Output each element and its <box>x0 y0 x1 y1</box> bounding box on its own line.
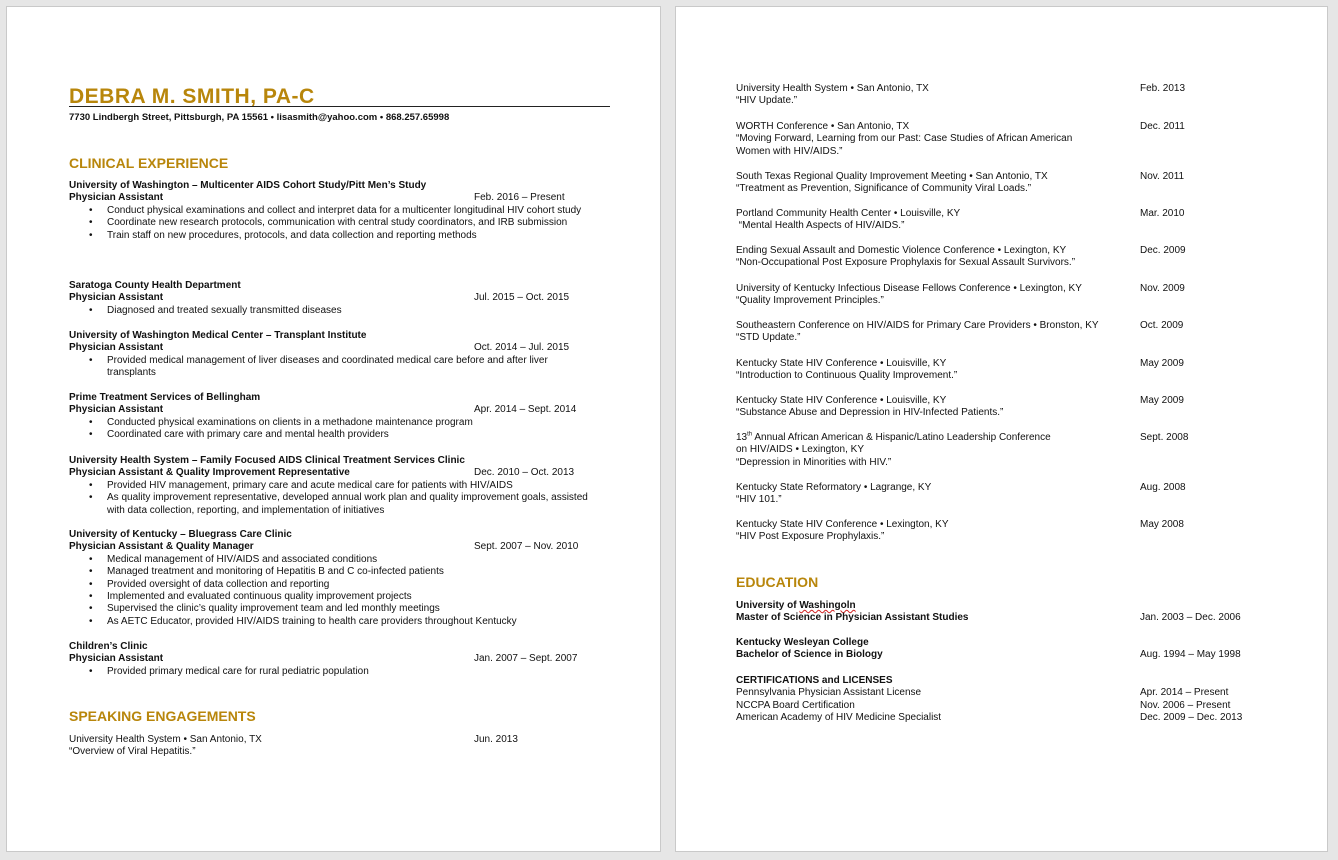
speaking-engagements-heading: SPEAKING ENGAGEMENTS <box>69 708 256 724</box>
speaking-entry <box>736 320 1276 345</box>
cert-date: Apr. 2014 – Present <box>1140 687 1229 699</box>
job-title: Physician Assistant <box>69 342 164 354</box>
speaking-venue: Kentucky State HIV Conference • Louisville, KY <box>736 358 947 369</box>
cert-name: Pennsylvania Physician Assistant License <box>736 687 922 699</box>
job-title: Physician Assistant <box>69 292 164 304</box>
speaking-date: May 2008 <box>1140 519 1184 530</box>
speaking-entry <box>69 734 599 759</box>
speaking-topic: “HIV Post Exposure Prophylaxis.” <box>736 531 885 543</box>
speaking-venue: 13th Annual African American & Hispanic/Latino Leadership Conference <box>736 431 1051 443</box>
speaking-topic: “HIV 101.” <box>736 494 782 506</box>
resume-page-2 <box>675 6 1328 852</box>
job-bullets <box>69 554 599 628</box>
job-entry <box>69 180 599 242</box>
job-org: University of Washington – Multicenter AIDS Cohort Study/Pitt Men’s Study <box>69 180 427 191</box>
job-bullet: • Coordinated care with primary care and mental health providers <box>69 429 599 441</box>
job-bullet: • Provided medical management of liver diseases and coordinated medical care before and after liver transplants <box>69 355 599 380</box>
speaking-date: Sept. 2008 <box>1140 432 1189 443</box>
cert-date: Dec. 2009 – Dec. 2013 <box>1140 712 1243 724</box>
speaking-entry <box>736 171 1276 196</box>
speaking-topic: “Introduction to Continuous Quality Improvement.” <box>736 370 958 382</box>
job-date: Apr. 2014 – Sept. 2014 <box>474 404 577 416</box>
speaking-date: Nov. 2009 <box>1140 283 1185 294</box>
cert-name: NCCPA Board Certification <box>736 699 855 711</box>
job-bullet: • Managed treatment and monitoring of Hepatitis B and C co-infected patients <box>69 566 599 578</box>
job-bullets <box>69 205 599 242</box>
job-title: Physician Assistant <box>69 192 164 204</box>
job-bullets <box>69 305 599 317</box>
cert-date: Nov. 2006 – Present <box>1140 699 1231 711</box>
contact-line: 7730 Lindbergh Street, Pittsburgh, PA 15561 • lisasmith@yahoo.com • 868.257.65998 <box>69 112 450 123</box>
candidate-name: DEBRA M. SMITH, PA-C <box>69 85 315 108</box>
job-date: Jul. 2015 – Oct. 2015 <box>474 292 570 304</box>
education-date: Jan. 2003 – Dec. 2006 <box>1140 612 1241 624</box>
job-entry <box>69 455 599 517</box>
job-bullet: • Provided HIV management, primary care and acute medical care for patients with HIV/AIDS <box>69 480 599 492</box>
speaking-date: Jun. 2013 <box>474 734 518 745</box>
job-entry <box>69 280 599 317</box>
speaking-date: Dec. 2011 <box>1140 121 1185 132</box>
speaking-entry <box>736 208 1276 233</box>
job-bullet: • Train staff on new procedures, protocols, and data collection and reporting methods <box>69 230 599 242</box>
speaking-entry <box>736 519 1276 544</box>
degree: Master of Science in Physician Assistant Studies <box>736 612 969 624</box>
speaking-topic: “Non-Occupational Post Exposure Prophylaxis for Sexual Assault Survivors.” <box>736 257 1076 269</box>
job-bullet: • Diagnosed and treated sexually transmitted diseases <box>69 305 599 317</box>
job-bullet: • Provided primary medical care for rural pediatric population <box>69 666 599 678</box>
name-underline <box>69 106 610 107</box>
job-bullet: • Provided oversight of data collection and reporting <box>69 579 599 591</box>
resume-page-1 <box>6 6 661 852</box>
job-org: University of Kentucky – Bluegrass Care Clinic <box>69 529 292 540</box>
speaking-topic: “Mental Health Aspects of HIV/AIDS.” <box>736 220 905 232</box>
speaking-date: May 2009 <box>1140 395 1184 406</box>
job-date: Oct. 2014 – Jul. 2015 <box>474 342 570 354</box>
speaking-date: Mar. 2010 <box>1140 208 1185 219</box>
job-date: Dec. 2010 – Oct. 2013 <box>474 467 575 479</box>
job-bullet: • Conduct physical examinations and collect and interpret data for a multicenter longitudinal HIV cohort study <box>69 205 599 217</box>
school-name: Kentucky Wesleyan College <box>736 637 869 648</box>
education-entry <box>736 637 1296 662</box>
speaking-topic: “Overview of Viral Hepatitis.” <box>69 746 196 758</box>
job-entry <box>69 330 599 380</box>
job-title: Physician Assistant & Quality Manager <box>69 541 254 553</box>
job-bullets <box>69 417 599 442</box>
degree: Bachelor of Science in Biology <box>736 649 883 661</box>
clinical-experience-heading: CLINICAL EXPERIENCE <box>69 155 229 171</box>
job-entry <box>69 641 599 678</box>
job-bullet: • Supervised the clinic’s quality improvement team and led monthly meetings <box>69 603 599 615</box>
speaking-venue: Southeastern Conference on HIV/AIDS for Primary Care Providers • Bronston, KY <box>736 320 1099 331</box>
job-org: Prime Treatment Services of Bellingham <box>69 392 261 403</box>
job-bullets <box>69 480 599 517</box>
job-date: Feb. 2016 – Present <box>474 192 565 204</box>
speaking-date: Dec. 2009 <box>1140 245 1186 256</box>
speaking-venue-line2: on HIV/AIDS • Lexington, KY <box>736 444 865 456</box>
speaking-entry <box>736 432 1276 469</box>
speaking-topic: “Depression in Minorities with HIV.” <box>736 456 892 468</box>
job-org: University Health System – Family Focused AIDS Clinical Treatment Services Clinic <box>69 455 465 466</box>
speaking-entry <box>736 83 1276 108</box>
speaking-topic: “Substance Abuse and Depression in HIV-Infected Patients.” <box>736 407 1004 419</box>
speaking-topic: “HIV Update.” <box>736 95 798 107</box>
job-bullet: • Coordinate new research protocols, communication with central study coordinators, and IRB submission <box>69 217 599 229</box>
job-title: Physician Assistant <box>69 653 164 665</box>
speaking-venue: Kentucky State HIV Conference • Lexington, KY <box>736 519 949 530</box>
job-bullet: • Conducted physical examinations on clients in a methadone maintenance program <box>69 417 599 429</box>
speaking-venue: University Health System • San Antonio, TX <box>69 734 262 745</box>
education-entry <box>736 600 1296 625</box>
speaking-date: Nov. 2011 <box>1140 171 1185 182</box>
speaking-date: Aug. 2008 <box>1140 482 1186 493</box>
cert-name: American Academy of HIV Medicine Specialist <box>736 712 942 724</box>
school-name: University of Washingoln <box>736 600 856 611</box>
job-entry <box>69 529 599 628</box>
spellcheck-underline: Washingoln <box>799 600 856 611</box>
education-date: Aug. 1994 – May 1998 <box>1140 649 1241 661</box>
speaking-venue: South Texas Regional Quality Improvement Meeting • San Antonio, TX <box>736 171 1048 182</box>
job-date: Sept. 2007 – Nov. 2010 <box>474 541 579 553</box>
speaking-venue: Portland Community Health Center • Louisville, KY <box>736 208 961 219</box>
speaking-topic: “Quality Improvement Principles.” <box>736 295 884 307</box>
job-title: Physician Assistant & Quality Improvement Representative <box>69 467 350 479</box>
job-date: Jan. 2007 – Sept. 2007 <box>474 653 578 665</box>
speaking-entry <box>736 482 1276 507</box>
certifications <box>736 675 1296 725</box>
job-org: Saratoga County Health Department <box>69 280 241 291</box>
speaking-venue: Kentucky State HIV Conference • Louisville, KY <box>736 395 947 406</box>
job-bullet: • Medical management of HIV/AIDS and associated conditions <box>69 554 599 566</box>
speaking-topic: “Moving Forward, Learning from our Past: Case Studies of African American Women with HIV/AIDS.” <box>736 133 1073 157</box>
speaking-venue: University of Kentucky Infectious Disease Fellows Conference • Lexington, KY <box>736 283 1082 294</box>
education-heading: EDUCATION <box>736 574 819 590</box>
speaking-topic: “STD Update.” <box>736 332 801 344</box>
speaking-date: Feb. 2013 <box>1140 83 1186 94</box>
speaking-topic: “Treatment as Prevention, Significance of Community Viral Loads.” <box>736 183 1032 195</box>
speaking-entry <box>736 245 1276 270</box>
job-bullets <box>69 666 599 678</box>
job-entry <box>69 392 599 442</box>
job-bullet: • Implemented and evaluated continuous quality improvement projects <box>69 591 599 603</box>
job-org: University of Washington Medical Center – Transplant Institute <box>69 330 367 341</box>
job-bullet: • As AETC Educator, provided HIV/AIDS training to health care providers throughout Kentucky <box>69 616 599 628</box>
speaking-entry <box>736 395 1276 420</box>
speaking-venue: WORTH Conference • San Antonio, TX <box>736 121 910 132</box>
speaking-entry <box>736 358 1276 383</box>
job-bullets <box>69 355 599 380</box>
job-bullet: • As quality improvement representative, developed annual work plan and quality improvement goals, assisted with data collection, reporting, and implementation of initiatives <box>69 492 599 517</box>
speaking-entry <box>736 283 1276 308</box>
job-org: Children’s Clinic <box>69 641 148 652</box>
speaking-venue: University Health System • San Antonio, TX <box>736 83 929 94</box>
speaking-venue: Kentucky State Reformatory • Lagrange, KY <box>736 482 932 493</box>
speaking-date: May 2009 <box>1140 358 1184 369</box>
speaking-date: Oct. 2009 <box>1140 320 1184 331</box>
speaking-venue: Ending Sexual Assault and Domestic Violence Conference • Lexington, KY <box>736 245 1067 256</box>
speaking-entry <box>736 121 1276 158</box>
certifications-heading: CERTIFICATIONS and LICENSES <box>736 675 893 686</box>
job-title: Physician Assistant <box>69 404 164 416</box>
